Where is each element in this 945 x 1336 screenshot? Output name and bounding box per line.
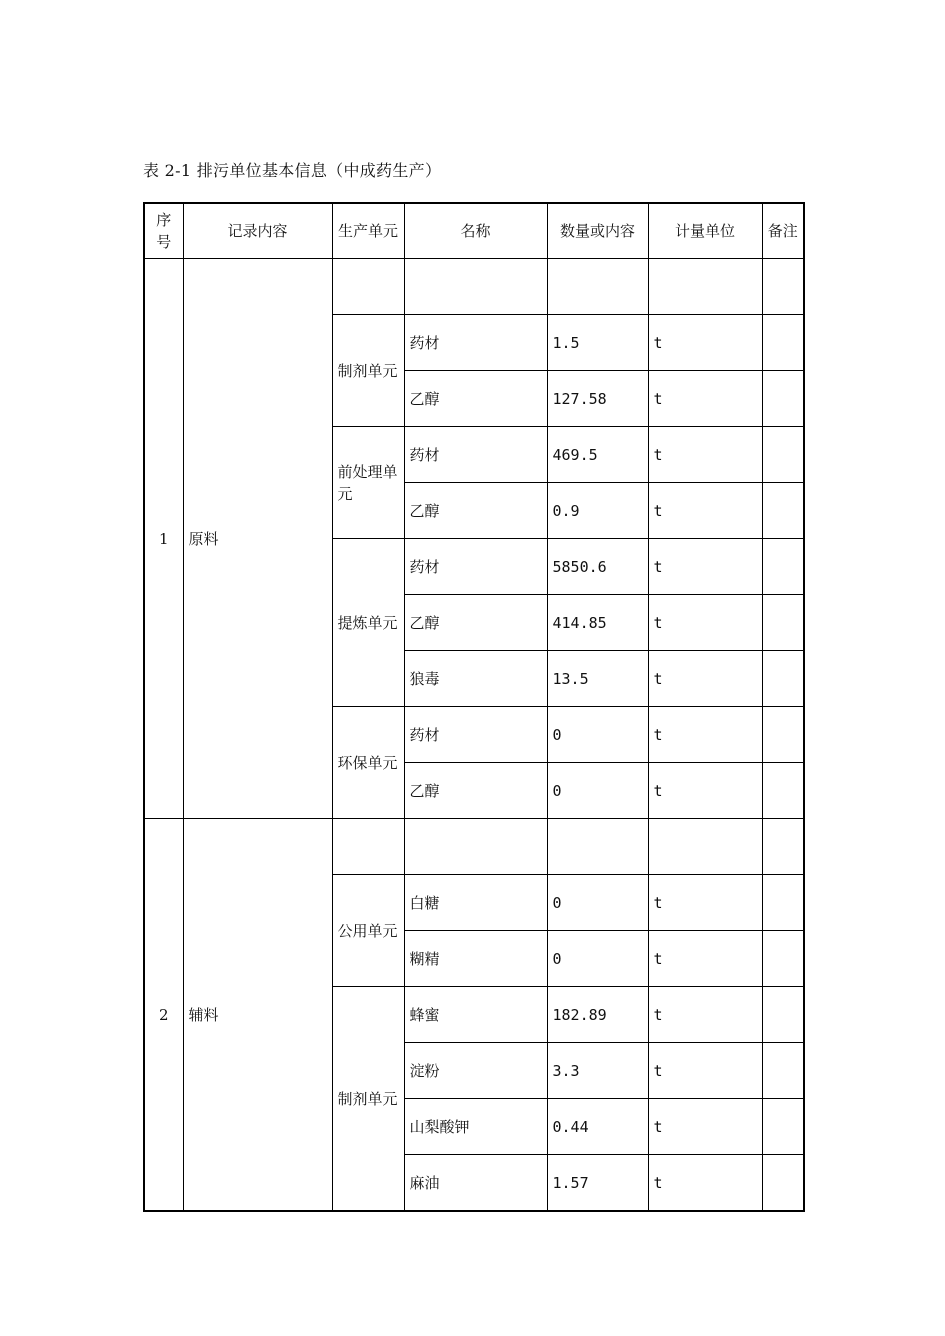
note-cell bbox=[762, 371, 804, 427]
header-name: 名称 bbox=[404, 203, 547, 259]
measure-cell: t bbox=[648, 651, 762, 707]
empty-cell bbox=[404, 819, 547, 875]
name-cell: 淀粉 bbox=[404, 1043, 547, 1099]
empty-cell bbox=[762, 819, 804, 875]
note-cell bbox=[762, 931, 804, 987]
name-cell: 乙醇 bbox=[404, 595, 547, 651]
unit-cell: 制剂单元 bbox=[332, 987, 404, 1212]
note-cell bbox=[762, 1155, 804, 1212]
measure-cell: t bbox=[648, 763, 762, 819]
measure-cell: t bbox=[648, 1043, 762, 1099]
measure-cell: t bbox=[648, 371, 762, 427]
header-seq: 序号 bbox=[144, 203, 183, 259]
qty-cell: 0.44 bbox=[547, 1099, 648, 1155]
note-cell bbox=[762, 1099, 804, 1155]
qty-cell: 0 bbox=[547, 707, 648, 763]
empty-cell bbox=[762, 259, 804, 315]
note-cell bbox=[762, 483, 804, 539]
header-qty: 数量或内容 bbox=[547, 203, 648, 259]
measure-cell: t bbox=[648, 1099, 762, 1155]
qty-cell: 414.85 bbox=[547, 595, 648, 651]
qty-cell: 0 bbox=[547, 763, 648, 819]
header-measure: 计量单位 bbox=[648, 203, 762, 259]
unit-cell: 环保单元 bbox=[332, 707, 404, 819]
qty-cell: 1.57 bbox=[547, 1155, 648, 1212]
header-content: 记录内容 bbox=[183, 203, 332, 259]
note-cell bbox=[762, 707, 804, 763]
note-cell bbox=[762, 427, 804, 483]
note-cell bbox=[762, 539, 804, 595]
qty-cell: 0.9 bbox=[547, 483, 648, 539]
measure-cell: t bbox=[648, 427, 762, 483]
unit-cell: 公用单元 bbox=[332, 875, 404, 987]
table-row bbox=[144, 819, 804, 875]
name-cell: 白糖 bbox=[404, 875, 547, 931]
note-cell bbox=[762, 987, 804, 1043]
name-cell: 蜂蜜 bbox=[404, 987, 547, 1043]
qty-cell: 0 bbox=[547, 875, 648, 931]
name-cell: 麻油 bbox=[404, 1155, 547, 1212]
seq-cell: 2 bbox=[144, 819, 183, 1212]
name-cell: 乙醇 bbox=[404, 483, 547, 539]
table-row bbox=[144, 259, 804, 315]
content-cell: 辅料 bbox=[183, 819, 332, 1212]
name-cell: 乙醇 bbox=[404, 763, 547, 819]
measure-cell: t bbox=[648, 875, 762, 931]
empty-cell bbox=[404, 259, 547, 315]
qty-cell: 13.5 bbox=[547, 651, 648, 707]
name-cell: 乙醇 bbox=[404, 371, 547, 427]
note-cell bbox=[762, 1043, 804, 1099]
header-unit: 生产单元 bbox=[332, 203, 404, 259]
measure-cell: t bbox=[648, 539, 762, 595]
name-cell: 药材 bbox=[404, 427, 547, 483]
seq-cell: 1 bbox=[144, 259, 183, 819]
note-cell bbox=[762, 651, 804, 707]
empty-cell bbox=[547, 259, 648, 315]
measure-cell: t bbox=[648, 931, 762, 987]
note-cell bbox=[762, 763, 804, 819]
content-cell: 原料 bbox=[183, 259, 332, 819]
measure-cell: t bbox=[648, 315, 762, 371]
unit-cell: 提炼单元 bbox=[332, 539, 404, 707]
qty-cell: 3.3 bbox=[547, 1043, 648, 1099]
note-cell bbox=[762, 315, 804, 371]
empty-cell bbox=[332, 259, 404, 315]
name-cell: 山梨酸钾 bbox=[404, 1099, 547, 1155]
note-cell bbox=[762, 595, 804, 651]
measure-cell: t bbox=[648, 987, 762, 1043]
measure-cell: t bbox=[648, 595, 762, 651]
name-cell: 糊精 bbox=[404, 931, 547, 987]
note-cell bbox=[762, 875, 804, 931]
unit-cell: 前处理单元 bbox=[332, 427, 404, 539]
name-cell: 药材 bbox=[404, 315, 547, 371]
measure-cell: t bbox=[648, 1155, 762, 1212]
name-cell: 药材 bbox=[404, 539, 547, 595]
qty-cell: 127.58 bbox=[547, 371, 648, 427]
qty-cell: 469.5 bbox=[547, 427, 648, 483]
empty-cell bbox=[648, 819, 762, 875]
name-cell: 药材 bbox=[404, 707, 547, 763]
empty-cell bbox=[332, 819, 404, 875]
header-row bbox=[144, 203, 804, 259]
qty-cell: 0 bbox=[547, 931, 648, 987]
empty-cell bbox=[547, 819, 648, 875]
measure-cell: t bbox=[648, 483, 762, 539]
emission-unit-info-table bbox=[143, 202, 805, 1212]
header-note: 备注 bbox=[762, 203, 804, 259]
qty-cell: 5850.6 bbox=[547, 539, 648, 595]
unit-cell: 制剂单元 bbox=[332, 315, 404, 427]
table-caption: 表 2-1 排污单位基本信息（中成药生产） bbox=[143, 161, 442, 180]
measure-cell: t bbox=[648, 707, 762, 763]
name-cell: 狼毒 bbox=[404, 651, 547, 707]
qty-cell: 182.89 bbox=[547, 987, 648, 1043]
qty-cell: 1.5 bbox=[547, 315, 648, 371]
empty-cell bbox=[648, 259, 762, 315]
